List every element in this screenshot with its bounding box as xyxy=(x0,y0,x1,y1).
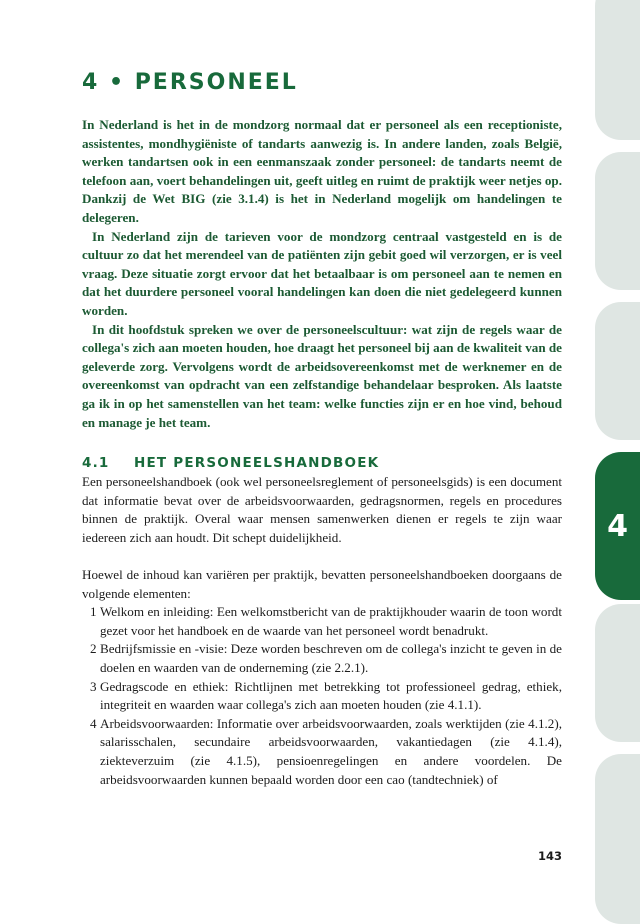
list-text: Arbeidsvoorwaarden: Informatie over arbeidsvoorwaarden, zoals werktijden (zie 4.1.2), salarisschalen, secundaire arbeidsvoorwaarden, vakantiedagen (zie 4.1.4), ziekteverzuim (zie 4.1.5), pensioenregelingen en andere voordelen. De arbeidsvoorwaarden kunnen bepaald worden door een cao (tandtechniek) of xyxy=(100,715,562,787)
chapter-tab-6 xyxy=(595,754,640,924)
list-item xyxy=(82,640,562,677)
list-number: 1 xyxy=(90,604,97,620)
body-paragraph: Hoewel de inhoud kan variëren per praktijk, bevatten personeelshandboeken doorgaans de volgende elementen: xyxy=(82,566,562,601)
page-number: 143 xyxy=(538,849,563,863)
list-text: Bedrijfsmissie en -visie: Deze worden beschreven om de collega's inzicht te geven in de doelen en waarden van de onderneming (zie 2.2.1). xyxy=(100,641,562,675)
section-number: 4.1 xyxy=(82,455,110,471)
chapter-tab-5 xyxy=(595,604,640,742)
list-item xyxy=(82,678,562,715)
section-heading xyxy=(82,455,379,471)
chapter-tab-1 xyxy=(595,0,640,140)
list-number: 4 xyxy=(90,715,97,731)
chapter-tab-3 xyxy=(595,302,640,440)
body-paragraph: Een personeelshandboek (ook wel personeelsreglement of personeelsgids) is een document dat informatie bevat over de arbeidsvoorwaarden, gedragsnormen, regels en procedures binnen de praktijk. Overal waar mensen samenwerken dienen er regels te zijn waar iedereen zich aan houdt. Dit schept duidelijkheid. xyxy=(82,474,562,545)
elements-list xyxy=(82,603,562,789)
chapter-tab-4-active xyxy=(595,452,640,600)
intro-paragraph: In dit hoofdstuk spreken we over de personeelscultuur: wat zijn de regels waar de collega's zich aan moeten houden, hoe draagt het personeel bij aan de kwaliteit van de geleverde zorg. Vervolgens wordt de arbeidsovereenkomst met de werknemer en de overeenkomst van opdracht van een zelfstandige behandelaar besproken. Als laatste ga ik in op het samenstellen van het team: welke functies zijn er en hoe vind, behoud en manage je het team. xyxy=(82,321,562,430)
list-text: Gedragscode en ethiek: Richtlijnen met betrekking tot professioneel gedrag, ethiek, integriteit en waarden waar collega's zich aan moeten houden (zie 4.1.1). xyxy=(100,678,562,713)
list-item xyxy=(82,603,562,640)
intro-paragraph: In Nederland is het in de mondzorg normaal dat er personeel als een receptioniste, assistentes, mondhygiëniste of tandarts aanwezig is. In andere landen, zoals België, werken tandartsen ook in een eenmanszaak zonder personeel: de tandarts neemt de telefoon aan, voert behandelingen uit, geeft uitleg en ruimt de praktijk weer netjes op. Dankzij de Wet BIG (zie 3.1.4) is het in Nederland mogelijk om handelingen te delegeren. xyxy=(82,117,562,225)
section-title: HET PERSONEELSHANDBOEK xyxy=(134,455,380,471)
section-body xyxy=(82,473,562,789)
list-number: 2 xyxy=(90,641,97,657)
list-number: 3 xyxy=(90,678,97,694)
chapter-title: 4 • PERSONEEL xyxy=(82,70,298,95)
chapter-tab-number: 4 xyxy=(607,508,628,544)
chapter-tab-2 xyxy=(595,152,640,290)
intro-paragraph: In Nederland zijn de tarieven voor de mondzorg centraal vastgesteld en is de cultuur zo dat het merendeel van de patiënten zijn gebit goed wil verzorgen, er is veel vraag. Deze situatie zorgt ervoor dat het betaalbaar is om personeel aan te nemen en dat het duurdere personeel vooral handelingen kan doen die niet gedelegeerd kunnen worden. xyxy=(82,228,562,318)
list-item xyxy=(82,715,562,789)
list-text: Welkom en inleiding: Een welkomstbericht van de praktijkhouder waarin de toon wordt gezet voor het handboek en de waarde van het personeel wordt benadrukt. xyxy=(100,604,562,638)
chapter-intro xyxy=(82,116,562,432)
